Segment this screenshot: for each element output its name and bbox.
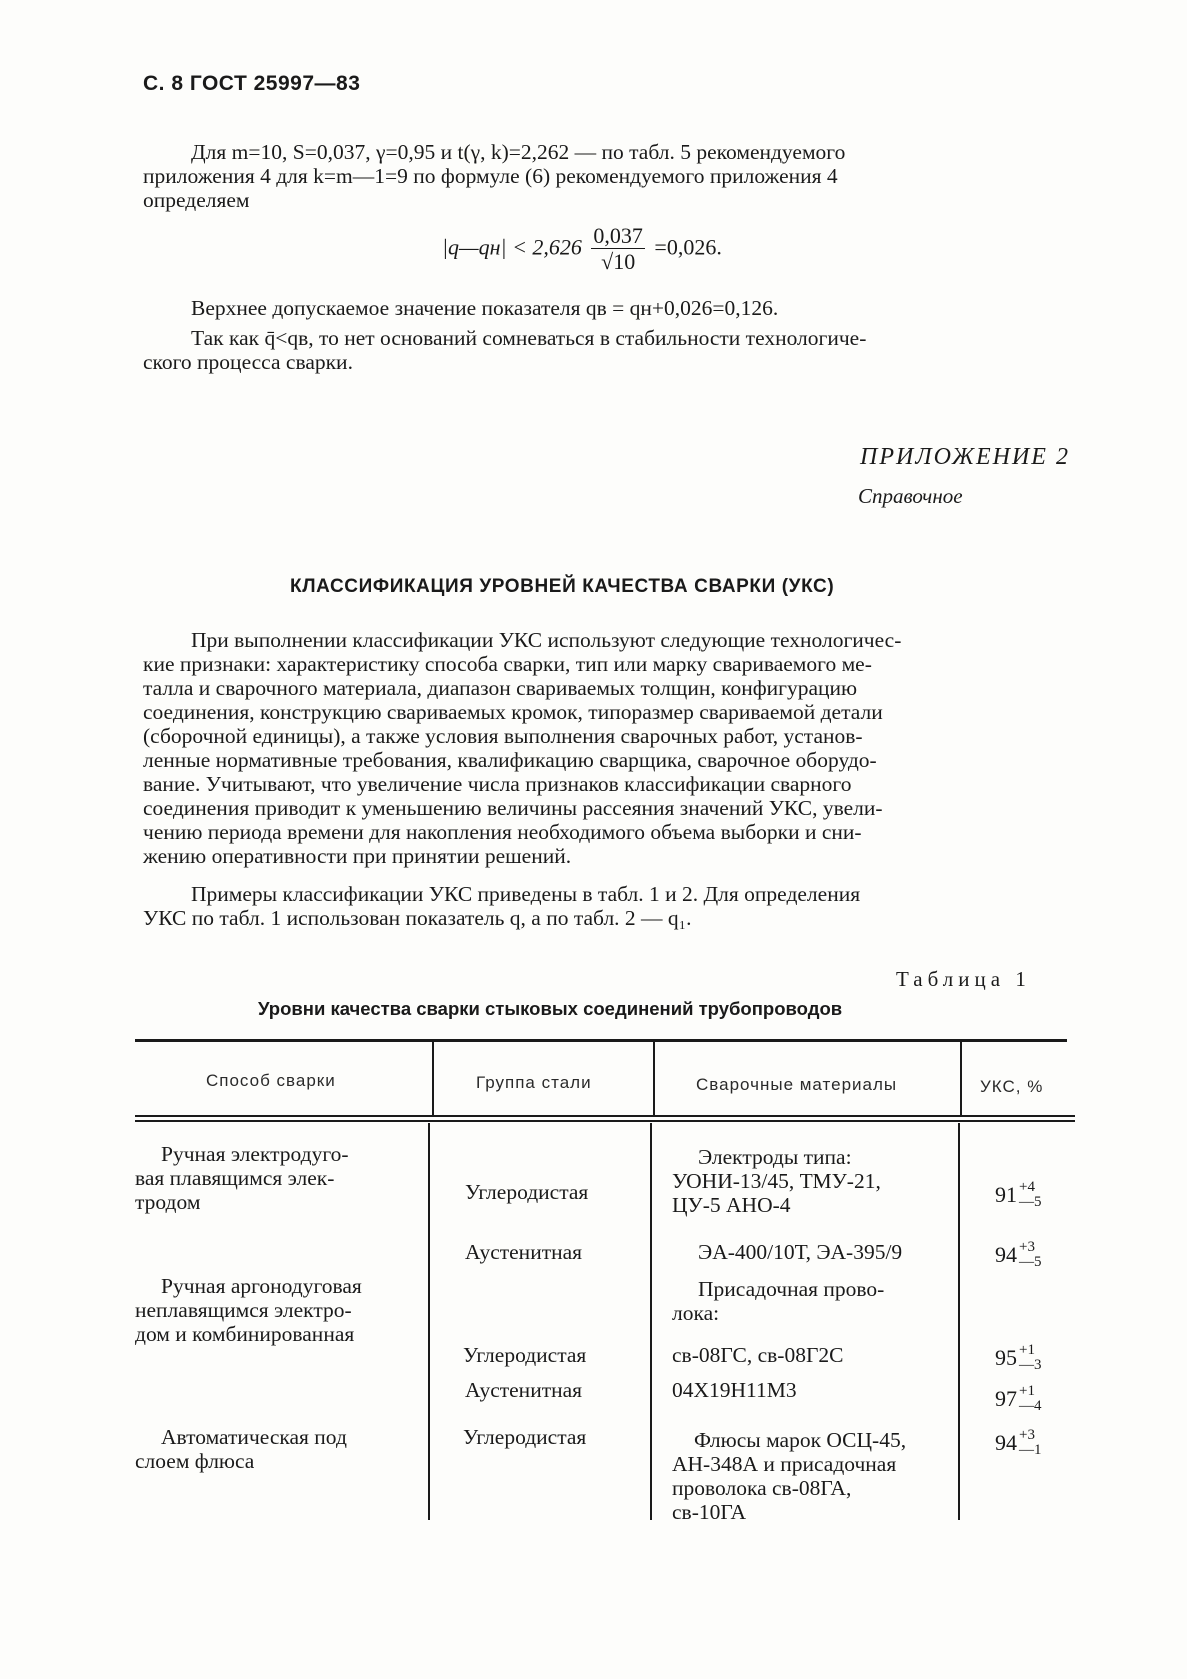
ukc-plus: +3 (1019, 1239, 1035, 1255)
para-line: При выполнении классификации УКС используют следующие технологичес- (191, 628, 902, 652)
formula-fraction (591, 224, 645, 275)
formula-numerator: 0,037 (593, 223, 643, 248)
page-header: С. 8 ГОСТ 25997—83 (143, 72, 361, 95)
cell-line: св-10ГА (672, 1500, 746, 1524)
intro-line-1: Для m=10, S=0,037, γ=0,95 и t(γ, k)=2,262 — по табл. 5 рекомендуемого (191, 140, 846, 164)
cell-line: лока: (672, 1301, 720, 1325)
intro-paragraph (143, 140, 1080, 212)
appendix-subtitle: Справочное (858, 484, 963, 508)
table-row-6-materials (672, 1428, 950, 1524)
table-row-3-materials (672, 1277, 950, 1325)
col-divider (428, 1123, 430, 1520)
ukc-minus: —1 (1019, 1442, 1042, 1458)
cell-line: Присадочная прово- (698, 1277, 885, 1301)
cell-line: слоем флюса (135, 1449, 255, 1473)
ukc-tolerance (1019, 1428, 1042, 1458)
intro-line-2: приложения 4 для k=m—1=9 по формуле (6) рекомендуемого приложения 4 (143, 164, 838, 188)
cell-line: дом и комбинированная (135, 1322, 355, 1346)
cell-line: Электроды типа: (698, 1145, 852, 1169)
ukc-value: 94 (995, 1430, 1017, 1455)
header-rule-2 (135, 1120, 1075, 1122)
table-row-2-materials: ЭА-400/10Т, ЭА-395/9 (698, 1240, 903, 1264)
para-line: соединения приводит к уменьшению величины рассеяния значений УКС, увели- (143, 796, 883, 820)
table-row-4-ukc (995, 1343, 1042, 1373)
cell-line: ЦУ-5 АНО-4 (672, 1193, 791, 1217)
para-line: жению оперативности при принятии решений. (143, 844, 572, 868)
cell-line: проволока св-08ГА, (672, 1476, 852, 1500)
table-row-2-steel: Аустенитная (465, 1240, 583, 1264)
table-row-1-materials (672, 1145, 962, 1217)
header-ukc: УКС, % (980, 1077, 1044, 1096)
col-divider (432, 1042, 434, 1115)
cell-line: тродом (135, 1190, 201, 1214)
ukc-value: 91 (995, 1182, 1017, 1207)
formula (442, 224, 722, 275)
table-row-6-method (135, 1425, 419, 1473)
cell-line: Ручная электродуго- (161, 1142, 349, 1166)
section-title: КЛАССИФИКАЦИЯ УРОВНЕЙ КАЧЕСТВА СВАРКИ (УКС) (290, 576, 835, 597)
table-row-6-steel: Углеродистая (463, 1425, 587, 1449)
cell-line: Ручная аргонодуговая (161, 1274, 362, 1298)
para-line: УКС по табл. 1 использован показатель q, а по табл. 2 — q₁. (143, 906, 692, 930)
table-row-4-steel: Углеродистая (463, 1343, 587, 1367)
table-row-5-ukc (995, 1384, 1042, 1414)
examples-paragraph (143, 882, 1080, 930)
conclusion-paragraph (143, 326, 1080, 374)
ukc-value: 97 (995, 1386, 1017, 1411)
table-row-3-method (135, 1274, 419, 1346)
header-method: Способ сварки (206, 1071, 336, 1090)
table-row-6-ukc (995, 1428, 1042, 1458)
header-rule-1 (135, 1115, 1075, 1117)
ukc-tolerance (1019, 1384, 1042, 1414)
formula-denominator: √10 (601, 249, 636, 274)
table-row-1-ukc (995, 1180, 1042, 1210)
col-divider (650, 1123, 652, 1520)
table-row-4-materials: св-08ГС, св-08Г2С (672, 1343, 844, 1367)
header-materials: Сварочные материалы (696, 1075, 898, 1094)
ukc-minus: —5 (1019, 1194, 1042, 1210)
cell-line: АН-348А и присадочная (672, 1452, 897, 1476)
ukc-value: 94 (995, 1242, 1017, 1267)
table-row-2-ukc (995, 1240, 1042, 1270)
para-line: талла и сварочного материала, диапазон свариваемых толщин, конфигурацию (143, 676, 858, 700)
cell-line: Флюсы марок ОСЦ-45, (694, 1428, 907, 1452)
table-label: Таблица 1 (896, 967, 1031, 991)
conclusion-line-2: ского процесса сварки. (143, 350, 353, 374)
para-line: (сборочной единицы), а также условия выполнения сварочных работ, установ- (143, 724, 863, 748)
para-line: соединения, конструкцию свариваемых кромок, типоразмер свариваемой детали (143, 700, 883, 724)
para-line: кие признаки: характеристику способа сварки, тип или марку свариваемого ме- (143, 652, 872, 676)
para-line: вание. Учитывают, что увеличение числа признаков классификации сварного (143, 772, 852, 796)
para-line: чению периода времени для накопления необходимого объема выборки и сни- (143, 820, 862, 844)
ukc-minus: —3 (1019, 1357, 1042, 1373)
cell-line: неплавящимся электро- (135, 1298, 352, 1322)
intro-line-3: определяем (143, 188, 250, 212)
ukc-tolerance (1019, 1180, 1042, 1210)
ukc-plus: +1 (1019, 1383, 1035, 1399)
cell-line: вая плавящимся элек- (135, 1166, 335, 1190)
ukc-plus: +3 (1019, 1427, 1035, 1443)
formula-left: |q—qн| < 2,626 (442, 234, 582, 260)
table-title: Уровни качества сварки стыковых соединений трубопроводов (258, 998, 843, 1019)
table-row-1-steel: Углеродистая (465, 1180, 589, 1204)
ukc-tolerance (1019, 1343, 1042, 1373)
ukc-plus: +1 (1019, 1342, 1035, 1358)
classification-paragraph (143, 628, 1080, 868)
table-row-1-method (135, 1142, 419, 1214)
ukc-minus: —4 (1019, 1398, 1042, 1414)
formula-right: =0,026. (654, 234, 722, 260)
table-top-rule (135, 1039, 1067, 1042)
conclusion-line-1: Так как q̄<qв, то нет оснований сомневаться в стабильности технологиче- (191, 326, 867, 350)
para-line: ленные нормативные требования, квалификацию сварщика, сварочное оборудо- (143, 748, 877, 772)
col-divider (960, 1042, 962, 1115)
col-divider (653, 1042, 655, 1115)
appendix-title: ПРИЛОЖЕНИЕ 2 (860, 444, 1070, 470)
ukc-value: 95 (995, 1345, 1017, 1370)
table-row-5-steel: Аустенитная (465, 1378, 583, 1402)
cell-line: УОНИ-13/45, ТМУ-21, (672, 1169, 881, 1193)
header-steel: Группа стали (476, 1073, 592, 1092)
ukc-plus: +4 (1019, 1179, 1035, 1195)
ukc-minus: —5 (1019, 1254, 1042, 1270)
table-row-5-materials: 04Х19Н11М3 (672, 1378, 797, 1402)
upper-limit-paragraph: Верхнее допускаемое значение показателя qв = qн+0,026=0,126. (191, 296, 779, 320)
para-line: Примеры классификации УКС приведены в табл. 1 и 2. Для определения (191, 882, 861, 906)
cell-line: Автоматическая под (161, 1425, 347, 1449)
ukc-tolerance (1019, 1240, 1042, 1270)
